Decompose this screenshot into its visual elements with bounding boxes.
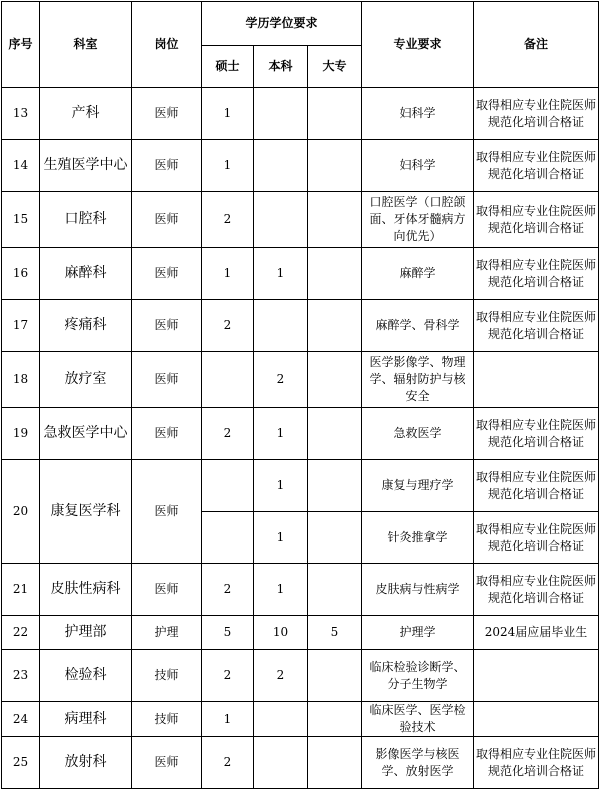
row-bachelor-count: 1	[254, 460, 308, 512]
row-bachelor-count: 1	[254, 408, 308, 460]
header-index: 序号	[2, 2, 40, 88]
row-position: 技师	[132, 702, 202, 737]
row-major: 皮肤病与性病学	[362, 564, 474, 616]
row-note: 取得相应专业住院医师规范化培训合格证	[474, 408, 599, 460]
row-major: 医学影像学、物理学、辐射防护与核安全	[362, 352, 474, 408]
table-row	[2, 352, 599, 408]
row-dept: 检验科	[40, 650, 132, 702]
header-master: 硕士	[202, 46, 254, 88]
row-major: 急救医学	[362, 408, 474, 460]
row-master-count: 1	[202, 140, 254, 192]
row-college-count	[308, 702, 362, 737]
table-row	[2, 408, 599, 460]
row-index: 16	[2, 248, 40, 300]
row-bachelor-count: 2	[254, 650, 308, 702]
row-dept: 生殖医学中心	[40, 140, 132, 192]
row-dept: 放射科	[40, 737, 132, 789]
row-note: 取得相应专业住院医师规范化培训合格证	[474, 140, 599, 192]
row-college-count	[308, 564, 362, 616]
table-row	[2, 616, 599, 650]
row-dept: 护理部	[40, 616, 132, 650]
row-position: 护理	[132, 616, 202, 650]
table-row	[2, 460, 599, 512]
row-college-count	[308, 408, 362, 460]
row-dept: 急救医学中心	[40, 408, 132, 460]
row-note	[474, 702, 599, 737]
row-master-count: 5	[202, 616, 254, 650]
header-degree-group: 学历学位要求	[202, 2, 362, 46]
row-master-count: 2	[202, 300, 254, 352]
table-row	[2, 140, 599, 192]
row-major: 康复与理疗学	[362, 460, 474, 512]
row-college-count: 5	[308, 616, 362, 650]
row-master-count	[202, 512, 254, 564]
row-note: 取得相应专业住院医师规范化培训合格证	[474, 88, 599, 140]
row-index: 18	[2, 352, 40, 408]
header-position: 岗位	[132, 2, 202, 88]
row-dept: 放疗室	[40, 352, 132, 408]
header-bachelor: 本科	[254, 46, 308, 88]
row-major: 针灸推拿学	[362, 512, 474, 564]
header-note: 备注	[474, 2, 599, 88]
row-master-count: 1	[202, 702, 254, 737]
row-index: 15	[2, 192, 40, 248]
row-index: 17	[2, 300, 40, 352]
row-major: 妇科学	[362, 140, 474, 192]
row-index: 14	[2, 140, 40, 192]
row-dept: 产科	[40, 88, 132, 140]
row-college-count	[308, 512, 362, 564]
row-position: 医师	[132, 248, 202, 300]
header-dept: 科室	[40, 2, 132, 88]
row-note	[474, 650, 599, 702]
row-master-count: 2	[202, 564, 254, 616]
row-dept: 康复医学科	[40, 460, 132, 564]
row-bachelor-count: 1	[254, 564, 308, 616]
row-note: 取得相应专业住院医师规范化培训合格证	[474, 460, 599, 512]
row-dept: 病理科	[40, 702, 132, 737]
row-major: 护理学	[362, 616, 474, 650]
table-row	[2, 737, 599, 789]
row-major: 麻醉学	[362, 248, 474, 300]
row-college-count	[308, 248, 362, 300]
row-college-count	[308, 650, 362, 702]
row-master-count: 1	[202, 88, 254, 140]
table-row	[2, 88, 599, 140]
row-position: 技师	[132, 650, 202, 702]
recruitment-table	[1, 1, 599, 789]
row-bachelor-count	[254, 88, 308, 140]
row-note: 取得相应专业住院医师规范化培训合格证	[474, 248, 599, 300]
row-index: 21	[2, 564, 40, 616]
row-position: 医师	[132, 300, 202, 352]
row-master-count: 2	[202, 737, 254, 789]
row-college-count	[308, 140, 362, 192]
row-note	[474, 352, 599, 408]
row-dept: 疼痛科	[40, 300, 132, 352]
row-note: 2024届应届毕业生	[474, 616, 599, 650]
row-college-count	[308, 88, 362, 140]
row-position: 医师	[132, 737, 202, 789]
row-index: 22	[2, 616, 40, 650]
row-bachelor-count: 2	[254, 352, 308, 408]
table-row	[2, 564, 599, 616]
row-master-count: 1	[202, 248, 254, 300]
row-note: 取得相应专业住院医师规范化培训合格证	[474, 192, 599, 248]
row-position: 医师	[132, 460, 202, 564]
header-college: 大专	[308, 46, 362, 88]
row-bachelor-count: 1	[254, 512, 308, 564]
row-note: 取得相应专业住院医师规范化培训合格证	[474, 564, 599, 616]
row-major: 麻醉学、骨科学	[362, 300, 474, 352]
row-bachelor-count	[254, 702, 308, 737]
row-college-count	[308, 300, 362, 352]
table-row	[2, 300, 599, 352]
table-row	[2, 192, 599, 248]
table-row	[2, 650, 599, 702]
row-note: 取得相应专业住院医师规范化培训合格证	[474, 512, 599, 564]
row-index: 25	[2, 737, 40, 789]
row-note: 取得相应专业住院医师规范化培训合格证	[474, 300, 599, 352]
header-row-1	[2, 2, 599, 46]
row-position: 医师	[132, 408, 202, 460]
row-master-count: 2	[202, 192, 254, 248]
row-major: 临床医学、医学检验技术	[362, 702, 474, 737]
row-bachelor-count: 10	[254, 616, 308, 650]
row-position: 医师	[132, 564, 202, 616]
row-position: 医师	[132, 352, 202, 408]
row-dept: 皮肤性病科	[40, 564, 132, 616]
row-index: 23	[2, 650, 40, 702]
row-index: 20	[2, 460, 40, 564]
row-master-count: 2	[202, 408, 254, 460]
row-dept: 口腔科	[40, 192, 132, 248]
row-position: 医师	[132, 140, 202, 192]
row-bachelor-count	[254, 737, 308, 789]
row-bachelor-count: 1	[254, 248, 308, 300]
table-row	[2, 248, 599, 300]
row-bachelor-count	[254, 192, 308, 248]
row-bachelor-count	[254, 140, 308, 192]
row-major: 临床检验诊断学、分子生物学	[362, 650, 474, 702]
table-row	[2, 702, 599, 737]
row-master-count	[202, 352, 254, 408]
row-college-count	[308, 192, 362, 248]
row-bachelor-count	[254, 300, 308, 352]
row-college-count	[308, 737, 362, 789]
row-position: 医师	[132, 88, 202, 140]
row-major: 妇科学	[362, 88, 474, 140]
row-position: 医师	[132, 192, 202, 248]
row-college-count	[308, 460, 362, 512]
row-major: 影像医学与核医学、放射医学	[362, 737, 474, 789]
row-note: 取得相应专业住院医师规范化培训合格证	[474, 737, 599, 789]
row-dept: 麻醉科	[40, 248, 132, 300]
header-major: 专业要求	[362, 2, 474, 88]
row-index: 13	[2, 88, 40, 140]
row-index: 19	[2, 408, 40, 460]
row-college-count	[308, 352, 362, 408]
row-master-count	[202, 460, 254, 512]
row-major: 口腔医学（口腔颌面、牙体牙髓病方向优先）	[362, 192, 474, 248]
row-master-count: 2	[202, 650, 254, 702]
row-index: 24	[2, 702, 40, 737]
